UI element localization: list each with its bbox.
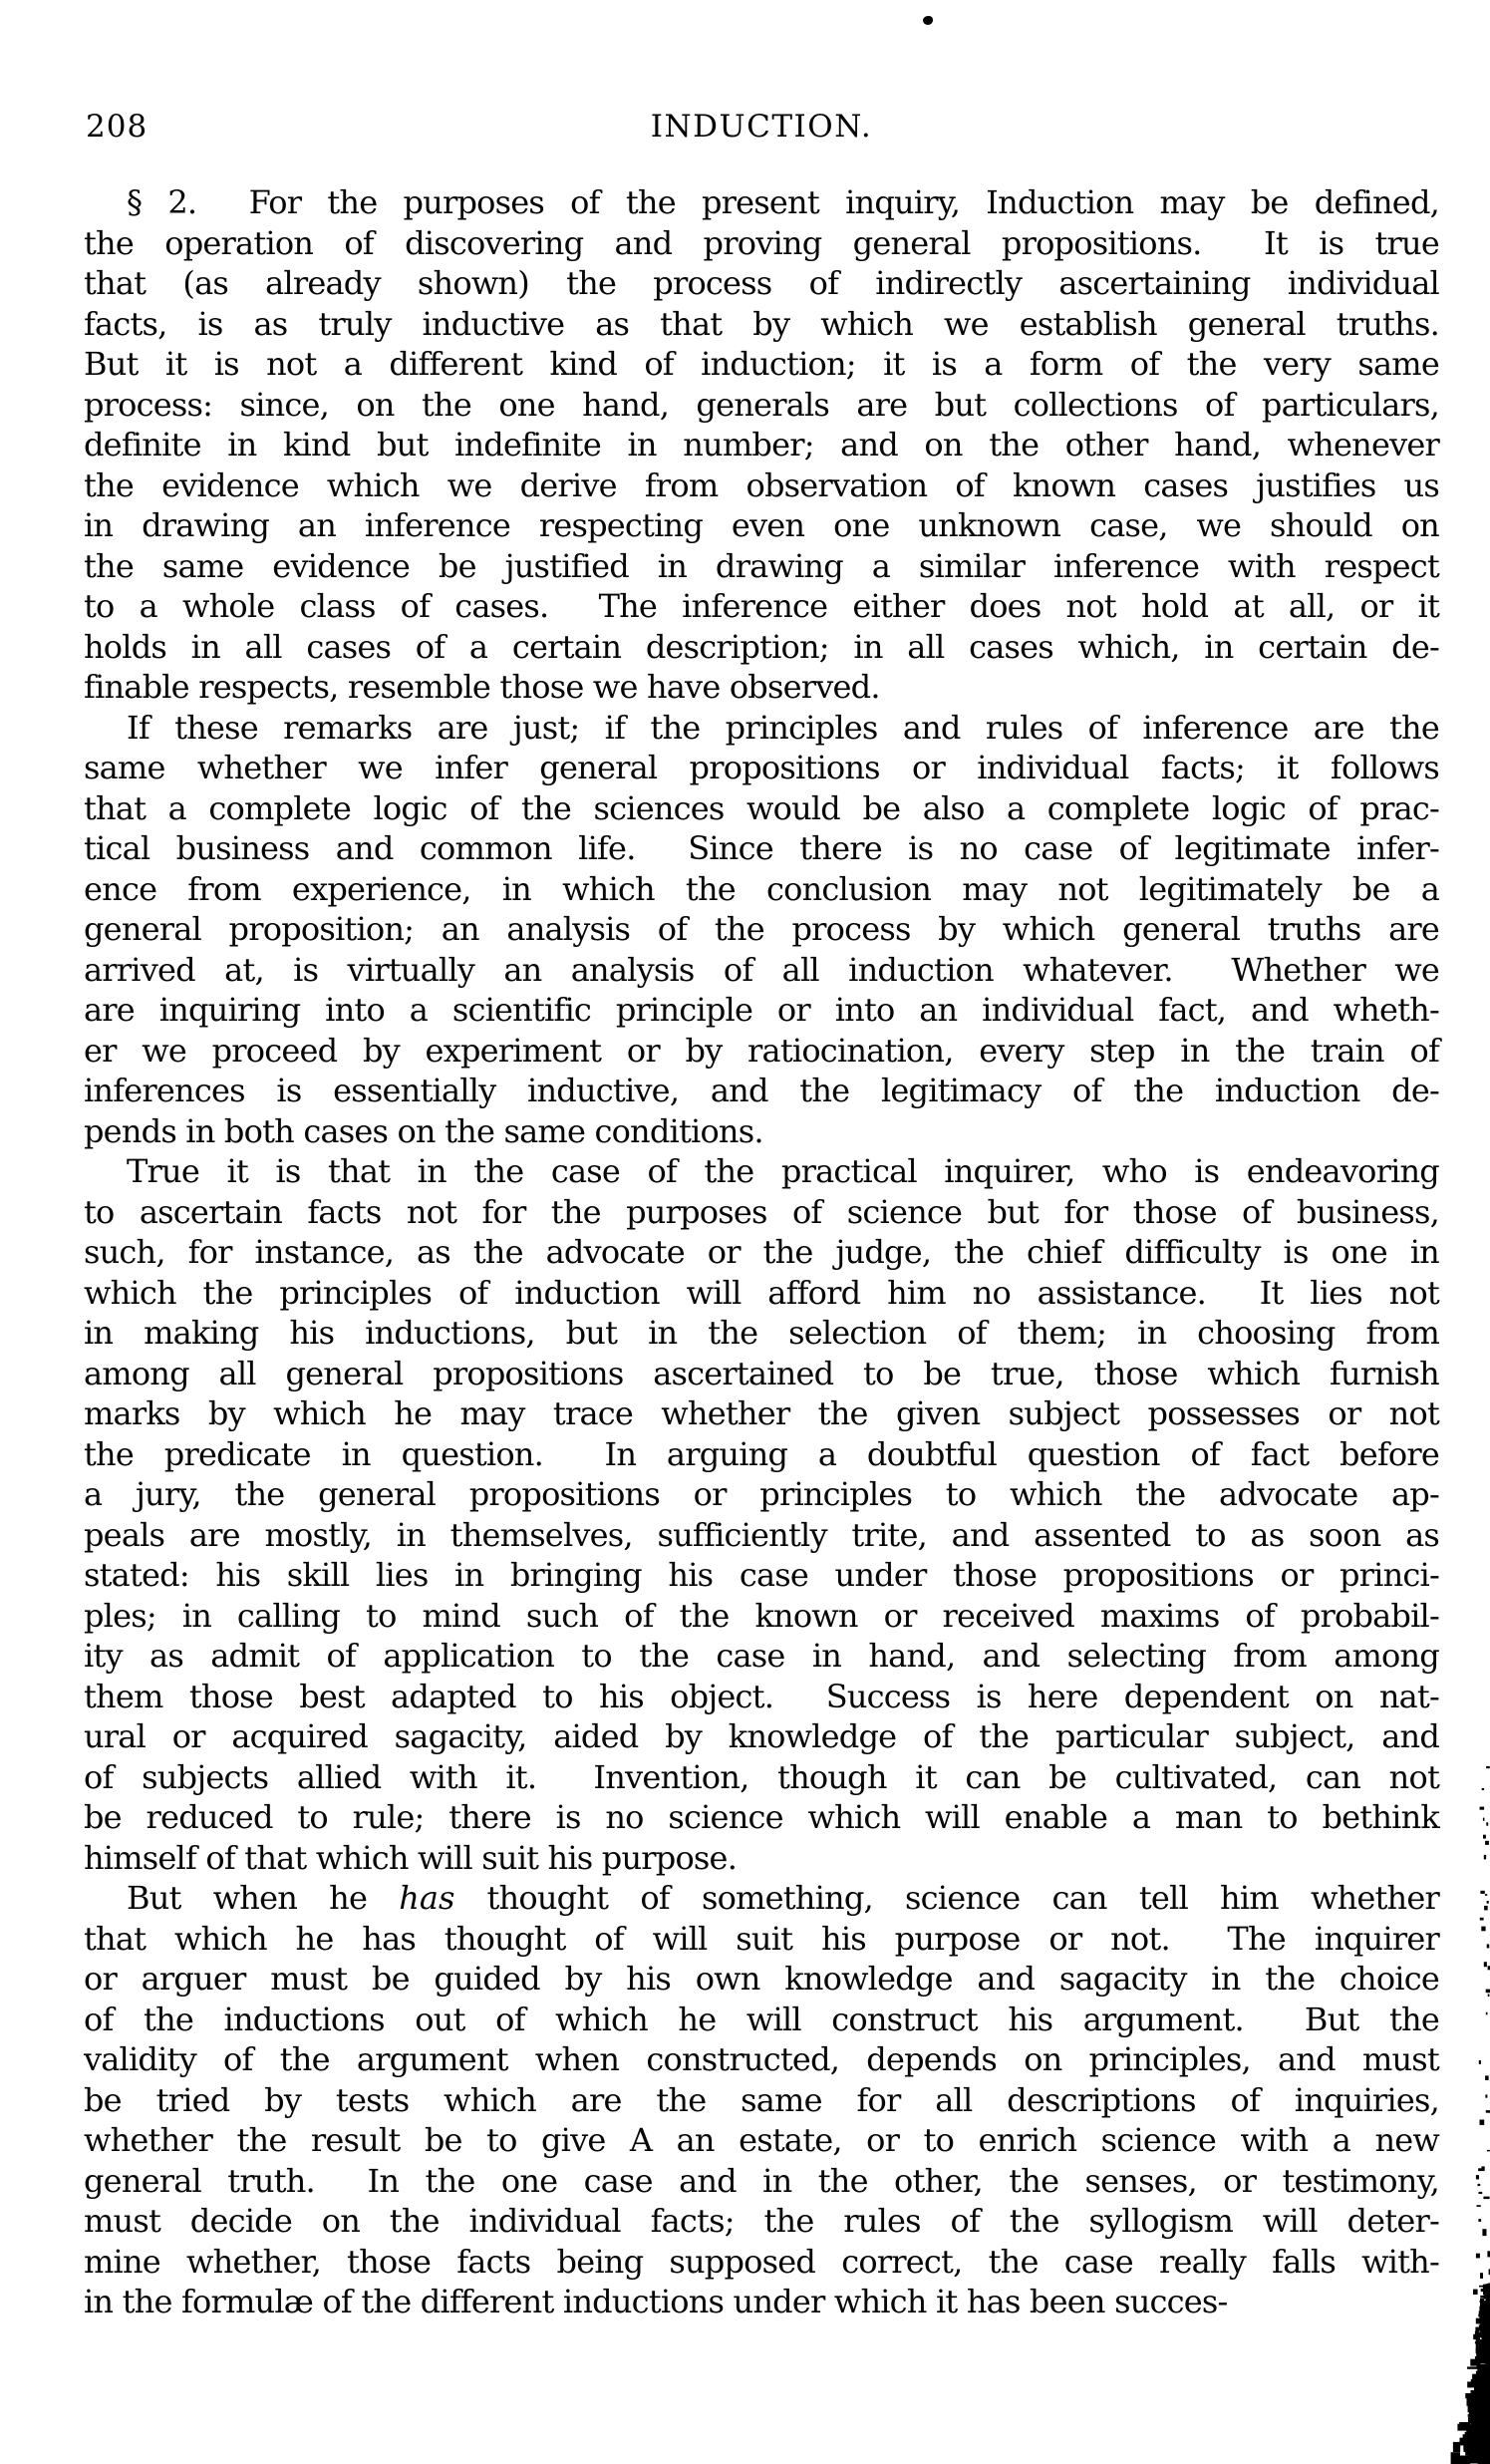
text-line: process: since, on the one hand, generals are but collections of particulars,	[84, 385, 1439, 424]
text-line: holds in all cases of a certain description; in all cases which, in certain de-	[84, 627, 1439, 666]
page-body-text	[84, 182, 1439, 2322]
text-line: must decide on the individual facts; the rules of the syllogism will deter-	[84, 2202, 1439, 2240]
text-line: mine whether, those facts being supposed correct, the case really falls with-	[84, 2242, 1439, 2281]
text-line: that a complete logic of the sciences would be also a complete logic of prac-	[84, 788, 1439, 827]
text-segment: thought of something, science can tell him whether	[454, 1879, 1440, 1917]
page-header	[84, 108, 1439, 148]
page-number: 208	[86, 109, 149, 145]
text-line: them those best adapted to his object. Success is here dependent on nat-	[84, 1677, 1439, 1715]
paragraph	[84, 708, 1439, 1152]
text-line: a jury, the general propositions or principles to which the advocate ap-	[84, 1475, 1439, 1513]
text-line: to a whole class of cases. The inference either does not hold at all, or it	[84, 587, 1439, 625]
text-line: that which he has thought of will suit his purpose or not. The inquirer	[84, 1919, 1439, 1958]
text-line: be tried by tests which are the same for all descriptions of inquiries,	[84, 2080, 1439, 2119]
text-line: peals are mostly, in themselves, sufficiently trite, and assented to as soon as	[84, 1515, 1439, 1554]
paragraph	[84, 182, 1439, 708]
text-line: such, for instance, as the advocate or the judge, the chief difficulty is one in	[84, 1233, 1439, 1271]
text-line: or arguer must be guided by his own knowledge and sagacity in the choice	[84, 1960, 1439, 1998]
text-line: finable respects, resemble those we have observed.	[84, 668, 880, 706]
text-line: True it is that in the case of the practical inquirer, who is endeavoring	[127, 1152, 1439, 1190]
text-line: are inquiring into a scientific principle or into an individual fact, and wheth-	[84, 991, 1439, 1029]
text-line: that (as already shown) the process of indirectly ascertaining individual	[84, 264, 1439, 302]
text-line: tical business and common life. Since there is no case of legitimate infer-	[84, 829, 1439, 867]
text-line: pends in both cases on the same conditions.	[84, 1111, 763, 1150]
text-line: ity as admit of application to the case in hand, and selecting from among	[84, 1637, 1439, 1675]
paragraph	[84, 1151, 1439, 1878]
text-line: in the formulæ of the different inductions under which it has been succes-	[84, 2283, 1228, 2320]
text-line: same whether we infer general propositions or individual facts; it follows	[84, 749, 1439, 786]
text-line: general truth. In the one case and in the other, the senses, or testimony,	[84, 2161, 1439, 2200]
text-segment: But when he	[127, 1879, 400, 1917]
text-line: which the principles of induction will afford him no assistance. It lies not	[84, 1273, 1439, 1312]
text-line: ural or acquired sagacity, aided by knowledge of the particular subject, and	[84, 1717, 1439, 1755]
text-line: general proposition; an analysis of the process by which general truths are	[84, 910, 1439, 948]
text-line: validity of the argument when constructed, depends on principles, and must	[84, 2040, 1439, 2078]
text-line: the operation of discovering and proving general propositions. It is true	[84, 223, 1439, 262]
text-line: arrived at, is virtually an analysis of all induction whatever. Whether we	[84, 950, 1439, 989]
text-line: of the inductions out of which he will construct his argument. But the	[84, 2000, 1439, 2038]
text-line: ence from experience, in which the conclusion may not legitimately be a	[84, 869, 1439, 908]
text-line: facts, is as truly inductive as that by which we establish general truths.	[84, 304, 1439, 343]
text-line: whether the result be to give A an estate, or to enrich science with a new	[84, 2121, 1439, 2159]
paragraph	[84, 1878, 1439, 2322]
text-line: the predicate in question. In arguing a doubtful question of fact before	[84, 1434, 1439, 1473]
text-line: But it is not a different kind of induction; it is a form of the very same	[84, 345, 1439, 383]
text-line: inferences is essentially inductive, and the legitimacy of the induction de-	[84, 1072, 1439, 1109]
text-line: definite in kind but indefinite in number; and on the other hand, whenever	[84, 426, 1439, 463]
text-line	[84, 1878, 1439, 1919]
text-line: among all general propositions ascertained to be true, those which furnish	[84, 1354, 1439, 1392]
text-line: the same evidence be justified in drawing a similar inference with respect	[84, 546, 1439, 585]
text-line: the evidence which we derive from observation of known cases justifies us	[84, 465, 1439, 504]
text-line: ples; in calling to mind such of the known or received maxims of probabil-	[84, 1596, 1439, 1635]
text-line: § 2. For the purposes of the present inquiry, Induction may be defined,	[127, 183, 1439, 221]
text-line: stated: his skill lies in bringing his case under those propositions or princi-	[84, 1556, 1439, 1594]
text-line: marks by which he may trace whether the given subject possesses or not	[84, 1394, 1439, 1432]
ink-speck	[923, 16, 933, 25]
text-line: er we proceed by experiment or by ratiocination, every step in the train of	[84, 1031, 1439, 1070]
text-line: If these remarks are just; if the principles and rules of inference are the	[127, 708, 1439, 747]
italic-word: has	[399, 1879, 455, 1917]
text-line: himself of that which will suit his purpose.	[84, 1838, 738, 1877]
text-line: be reduced to rule; there is no science which will enable a man to bethink	[84, 1798, 1439, 1836]
text-line: in making his inductions, but in the selection of them; in choosing from	[84, 1314, 1439, 1352]
text-line: of subjects allied with it. Invention, though it can be cultivated, can not	[84, 1757, 1439, 1796]
text-line: to ascertain facts not for the purposes of science but for those of business,	[84, 1192, 1439, 1231]
text-line: in drawing an inference respecting even one unknown case, we should on	[84, 506, 1439, 544]
running-head-title: INDUCTION.	[650, 109, 873, 145]
